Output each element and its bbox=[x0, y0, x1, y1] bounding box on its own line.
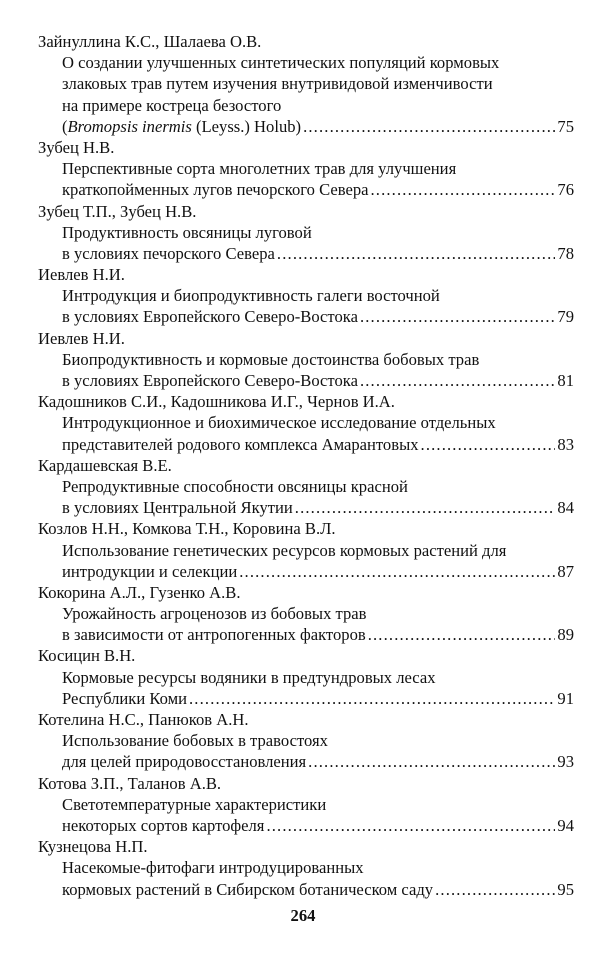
toc-entry-last-line bbox=[38, 370, 574, 391]
toc-entry-title-end: в условиях Центральной Якутии bbox=[62, 498, 293, 518]
toc-entry-title-line: Интродукционное и биохимическое исследование отдельных bbox=[62, 413, 496, 433]
toc-entry bbox=[38, 137, 574, 201]
toc-entry bbox=[38, 836, 574, 900]
toc-entry-authors: Иевлев Н.И. bbox=[38, 265, 125, 285]
toc-entry-title-end: в условиях печорского Севера bbox=[62, 243, 275, 263]
toc-entry-authors: Котова З.П., Таланов А.В. bbox=[38, 773, 222, 793]
dot-leader bbox=[277, 243, 555, 264]
toc-entry-last-line bbox=[38, 751, 574, 772]
toc-entry-last-line bbox=[38, 306, 574, 327]
toc-entry bbox=[38, 518, 574, 582]
toc-entry-title-end: краткопойменных лугов печорского Севера bbox=[62, 180, 369, 200]
toc-entry bbox=[38, 391, 574, 455]
toc-entry-title-end: в условиях Европейского Северо-Востока bbox=[62, 307, 358, 327]
toc-entry-title-end: интродукции и селекции bbox=[62, 561, 238, 581]
toc-entry-title-line: Светотемпературные характеристики bbox=[62, 794, 327, 814]
toc-entry-title-line: Кормовые ресурсы водяники в предтундровых лесах bbox=[62, 667, 436, 687]
toc-entry bbox=[38, 264, 574, 328]
toc-entry-title-end bbox=[62, 116, 301, 137]
toc-entry-title-line: Репродуктивные способности овсяницы красной bbox=[62, 476, 408, 496]
toc-entry-last-line bbox=[38, 561, 574, 582]
toc-entry-page-number: 78 bbox=[557, 243, 574, 263]
toc-entry-title-line: Продуктивность овсяницы луговой bbox=[62, 222, 312, 242]
toc-entry-title-line: Насекомые-фитофаги интродуцированных bbox=[62, 858, 364, 878]
toc-entry-title-line: Использование бобовых в травостоях bbox=[62, 731, 328, 751]
dot-leader bbox=[266, 815, 555, 836]
dot-leader bbox=[368, 624, 556, 645]
toc-entry-title-end: для целей природовосстановления bbox=[62, 752, 307, 772]
dot-leader bbox=[370, 179, 555, 200]
toc-entry-authors: Зубец Т.П., Зубец Н.В. bbox=[38, 201, 197, 221]
toc-entry-authors: Козлов Н.Н., Комкова Т.Н., Коровина В.Л. bbox=[38, 519, 336, 539]
toc-entry bbox=[38, 645, 574, 709]
toc-entry bbox=[38, 582, 574, 646]
toc-entry-authors: Кокорина А.Л., Гузенко А.В. bbox=[38, 582, 241, 602]
toc-entry-title-line: Урожайность агроценозов из бобовых трав bbox=[62, 604, 367, 624]
toc-entry-authors: Кардашевская В.Е. bbox=[38, 455, 172, 475]
dot-leader bbox=[295, 497, 556, 518]
toc-entry-page-number: 83 bbox=[557, 434, 574, 454]
toc-entry-title-line: О создании улучшенных синтетических популяций кормовых bbox=[62, 53, 500, 73]
toc-entry-last-line bbox=[38, 434, 574, 455]
toc-entry bbox=[38, 31, 574, 137]
dot-leader bbox=[239, 561, 555, 582]
toc-entry-title-end: представителей родового комплекса Амарантовых bbox=[62, 434, 419, 454]
toc-entry-last-line bbox=[38, 688, 574, 709]
toc-entry-last-line bbox=[38, 815, 574, 836]
toc-entry-title-line: Перспективные сорта многолетних трав для улучшения bbox=[62, 159, 457, 179]
toc-entry-last-line bbox=[38, 497, 574, 518]
dot-leader bbox=[435, 879, 555, 900]
toc-entry bbox=[38, 328, 574, 392]
toc-entry-page-number: 87 bbox=[557, 561, 574, 581]
toc-entry bbox=[38, 709, 574, 773]
toc-entry-title-line: Использование генетических ресурсов кормовых растений для bbox=[62, 540, 507, 560]
dot-leader bbox=[189, 688, 555, 709]
toc-entry-page-number: 93 bbox=[557, 752, 574, 772]
toc-entry-page-number: 89 bbox=[557, 625, 574, 645]
toc-entry-title-end: в зависимости от антропогенных факторов bbox=[62, 625, 366, 645]
page-number-footer: 264 bbox=[290, 906, 316, 925]
toc-entry-last-line bbox=[38, 879, 574, 900]
toc-entry-page-number: 91 bbox=[557, 688, 574, 708]
toc-entry-last-line bbox=[38, 116, 574, 137]
toc-entry-last-line bbox=[38, 179, 574, 200]
toc-entry-authors: Котелина Н.С., Панюков А.Н. bbox=[38, 710, 249, 729]
toc-entry-authors: Косицин В.Н. bbox=[38, 646, 136, 666]
toc-entry-title-end: кормовых растений в Сибирском ботаническом саду bbox=[62, 879, 434, 899]
toc-entry-page-number: 79 bbox=[557, 307, 574, 327]
toc-entry-page-number: 76 bbox=[557, 180, 574, 200]
toc-entry-authors: Зубец Н.В. bbox=[38, 137, 115, 157]
toc-entry bbox=[38, 201, 574, 265]
dot-leader bbox=[308, 751, 555, 772]
toc-entry-authors: Кадошников С.И., Кадошникова И.Г., Чернов И.А. bbox=[38, 392, 395, 412]
latin-species-name: Bromopsis inermis bbox=[67, 116, 192, 136]
toc-entry-title-end: в условиях Европейского Северо-Востока bbox=[62, 371, 358, 390]
toc-entry-title-line: Биопродуктивность и кормовые достоинства бобовых трав bbox=[62, 349, 480, 369]
toc-entry-page-number: 94 bbox=[557, 815, 574, 835]
dot-leader bbox=[360, 306, 555, 327]
dot-leader bbox=[360, 370, 555, 391]
toc-entry-title-end: Республики Коми bbox=[62, 688, 187, 708]
toc-entry-last-line bbox=[38, 624, 574, 645]
toc-entry-authors: Зайнуллина К.С., Шалаева О.В. bbox=[38, 32, 262, 51]
toc-entry-last-line bbox=[38, 243, 574, 264]
toc-entry-title-line: Интродукция и биопродуктивность галеги восточной bbox=[62, 286, 440, 306]
title-prefix: ( bbox=[62, 116, 68, 136]
toc-entry-title-line: злаковых трав путем изучения внутривидовой изменчивости bbox=[62, 74, 493, 94]
toc-entry bbox=[38, 773, 574, 837]
dot-leader bbox=[421, 434, 556, 455]
toc-entry-page-number: 81 bbox=[557, 371, 574, 390]
toc-entry-title-line: на примере костреца безостого bbox=[62, 95, 282, 115]
table-of-contents bbox=[38, 31, 574, 900]
toc-entry-page-number: 75 bbox=[557, 116, 574, 136]
toc-entry-authors: Иевлев Н.И. bbox=[38, 328, 125, 348]
toc-entry-page-number: 84 bbox=[557, 498, 574, 518]
toc-entry-page-number: 95 bbox=[557, 879, 574, 899]
title-suffix: (Leyss.) Holub) bbox=[191, 116, 302, 136]
toc-entry-title-end: некоторых сортов картофеля bbox=[62, 815, 265, 835]
toc-entry-authors: Кузнецова Н.П. bbox=[38, 837, 148, 857]
toc-entry bbox=[38, 455, 574, 519]
dot-leader bbox=[303, 116, 555, 137]
